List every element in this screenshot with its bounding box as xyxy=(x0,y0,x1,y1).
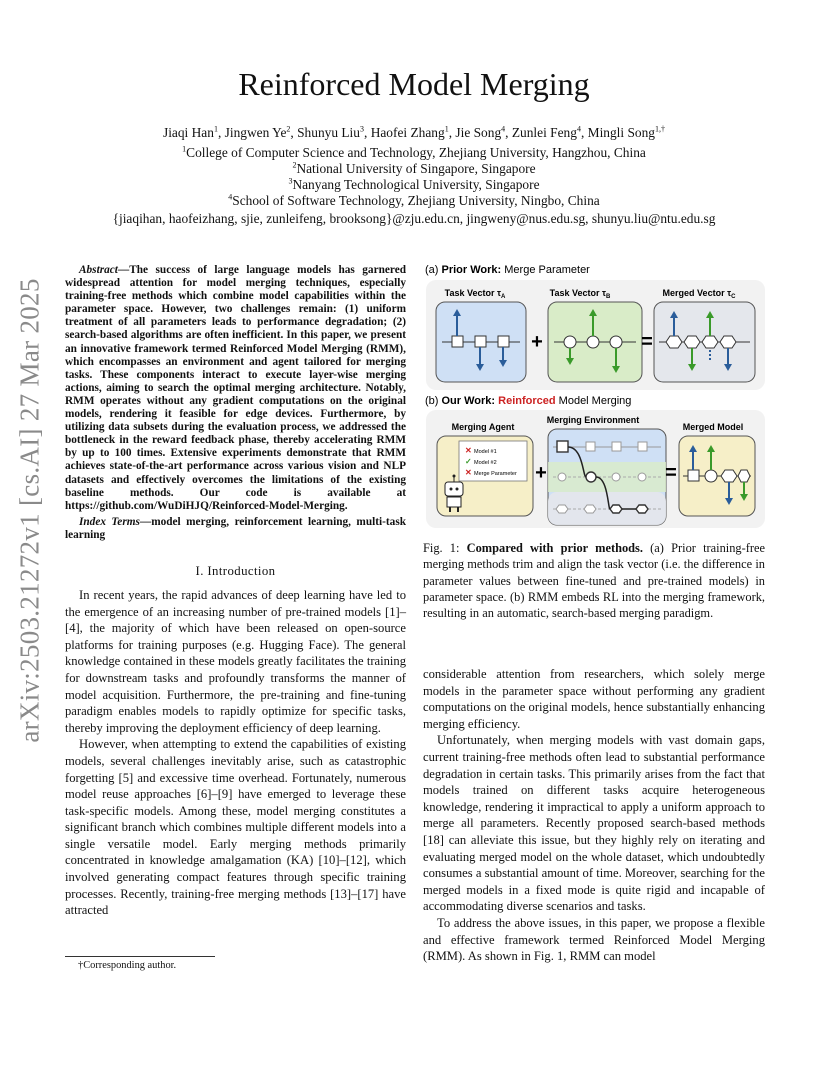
task-vector-b-label: Task Vector $\tau_B$ xyxy=(549,288,611,300)
author-emails: {jiaqihan, haofeizhang, sjie, zunleifeng, brooksong}@zju.edu.cn, jingweny@nus.edu.sg, shunyu.liu@ntu.edu.sg xyxy=(112,211,716,226)
intro-paragraph-1: In recent years, the rapid advances of deep learning have led to the emergence of an increasing number of pre-trained models [1]–[4], the majority of which have been released on open-source platforms for training purposes (e.g. Hugging Face). The general knowledge contained in these models greatly facilitates the training for downstream tasks and profoundly transforms the manner of model acquisition. Furthermore, the pre-training and fine-tuning paradigm enables models to rapidly optimize for specific tasks, thereby improving the deployment efficiency of deep learning. xyxy=(65,587,406,735)
section-heading-introduction: I. Introduction xyxy=(195,563,276,578)
task-vector-a-label: Task Vector $\tau_A$ xyxy=(444,288,506,300)
merged-vector-box xyxy=(654,302,755,382)
author-affiliation-mark: 1 xyxy=(213,124,218,134)
merged-model-box xyxy=(679,436,755,516)
agent-item-3: Merge Parameter xyxy=(474,471,517,477)
abstract: Abstract—The success of large language models has garnered widespread attention for model merging techniques, especially training-free methods which combine model capabilities within the parameter space. However, two challenges remain: (1) uniform treatment of all parameters leads to performance degradation; (2) search-based algorithms are often inefficient. In this paper, we present an innovative framework termed Reinforced Model Merging (RMM), which encompasses an environment and agent tailored for merging tasks. These components interact to execute layer-wise merging actions, aiming to search the optimal merging architecture. Notably, RMM operates without any gradient computations on the original models, rendering it feasible for edge devices. Furthermore, by utilizing data subsets during the evaluation process, we addressed the bottleneck in the reward feedback phase, thereby accelerating RMM by up to 100 times. Extensive experiments demonstrate that RMM achieves state-of-the-art performance across various vision and NLP datasets and effectively overcomes the limitations of the existing baseline methods. Our code is available at https://github.com/WuDiHJQ/Reinforced-Model-Merging. xyxy=(65,264,406,512)
right-paragraph-2: Unfortunately, when merging models with vast domain gaps, current training-free methods often lead to substantial performance degradation in certain tasks. This primarily arises from the fact that models trained on different tasks acquire heterogeneous knowledge, rendering it impractical to apply a uniform approach to merge all parameters. Recently proposed search-based methods [18] can alleviate this issue, but they highly rely on iterating and evaluating merged model on the whole dataset, which undoubtedly consumes a substantial amount of time. Moreover, searching for the merged models in a fixed mode is quite rigid and incapable of accommodating diverse scenarios and tasks. xyxy=(423,733,765,914)
merging-environment-label: Merging Environment xyxy=(546,415,640,425)
footnote-rule xyxy=(65,956,215,957)
figure-1 xyxy=(423,258,768,533)
affiliation-3: $^3$Nanyang Technological University, Singapore xyxy=(288,176,540,192)
paper-title: Reinforced Model Merging xyxy=(238,66,590,102)
agent-item-2: Model #2 xyxy=(474,460,497,466)
right-paragraph-1: considerable attention from researchers, which solely merge models in the parameter space without performing any gradient computations on the original models, hence substantially enhancing merging efficiency. xyxy=(423,667,765,731)
left-column xyxy=(65,264,406,919)
author-name: Jingwen Ye xyxy=(224,125,287,140)
cross-icon: ✕ xyxy=(465,446,472,455)
author-name: Shunyu Liu xyxy=(297,125,360,140)
equals-sign-a: = xyxy=(641,331,653,353)
check-icon: ✓ xyxy=(465,457,472,466)
merging-environment-box xyxy=(548,429,666,525)
equals-sign-b: = xyxy=(665,462,677,484)
author-affiliation-mark: 3 xyxy=(359,124,364,134)
merged-model-label: Merged Model xyxy=(682,422,744,432)
figure-label-b: (b) Our Work: Reinforced Model Merging xyxy=(425,395,632,407)
figure-1-diagram xyxy=(423,258,768,533)
plus-sign-a: + xyxy=(531,331,543,353)
right-column xyxy=(423,666,765,965)
intro-paragraph-2: However, when attempting to extend the capabilities of existing models, several challenges inevitably arise, such as catastrophic forgetting [5] and excessive time overhead. Fortunately, numerous model reuse approaches [6]–[9] have emerged to leverage these task-specific models. Among these, model merging constitutes a significant branch which combines multiple different models into a single versatile model. Early merging methods primarily concentrated in knowledge amalgamation (KA) [10]–[12], which involved generating compact features through specific training processes. Recently, training-free merging methods [13]–[17] have attracted xyxy=(65,737,406,918)
author-name: Mingli Song xyxy=(587,125,655,140)
task-vector-b-box xyxy=(548,302,642,382)
affiliation-2: $^2$National University of Singapore, Singapore xyxy=(292,160,536,176)
figure-1-caption: Fig. 1: Compared with prior methods. (a) Prior training-free merging methods trim and align the task vector (i.e. the difference in parameter values between fine-tuned and pre-trained models) in parameter space. (b) RMM embeds RL into the merging framework, resulting in an automatic, search-based merging paradigm. xyxy=(423,541,765,621)
author-name: Jie Song xyxy=(455,125,502,140)
plus-sign-b: + xyxy=(535,462,547,484)
author-affiliation-mark: 1 xyxy=(444,124,449,134)
right-paragraph-3: To address the above issues, in this paper, we propose a flexible and effective framework termed Reinforced Model Merging (RMM). As shown in Fig. 1, RMM can model xyxy=(423,915,765,964)
author-affiliation-mark: 4 xyxy=(576,124,581,134)
affiliation-1: $^1$College of Computer Science and Technology, Zhejiang University, Hangzhou, China xyxy=(182,144,646,160)
affiliation-4: $^4$School of Software Technology, Zhejiang University, Ningbo, China xyxy=(228,192,600,208)
figure-label-a: (a) Prior Work: Merge Parameter xyxy=(425,264,590,276)
author-name: Haofei Zhang xyxy=(370,125,445,140)
footnote: †Corresponding author. xyxy=(78,960,177,971)
merged-vector-label: Merged Vector $\tau_C$ xyxy=(662,288,736,300)
author-affiliation-mark: 2 xyxy=(286,124,291,134)
arxiv-stamp: arXiv:2503.21272v1 [cs.AI] 27 Mar 2025 xyxy=(14,278,45,743)
merging-agent-label: Merging Agent xyxy=(451,422,515,432)
author-name: Zunlei Feng xyxy=(511,125,577,140)
author-affiliation-mark: 4 xyxy=(501,124,506,134)
merging-agent-box xyxy=(437,436,533,516)
author-name: Jiaqi Han xyxy=(162,125,214,140)
author-list: Jiaqi Han$^1$, Jingwen Ye$^2$, Shunyu Liu$^3$, Haofei Zhang$^1$, Jie Song$^4$, Zunlei Feng$^4$, Mingli Song$^{1,\dagger}$ xyxy=(162,124,665,140)
index-terms: Index Terms—model merging, reinforcement learning, multi-task learning xyxy=(65,515,407,541)
agent-item-1: Model #1 xyxy=(474,449,497,455)
author-affiliation-mark: 1,† xyxy=(655,124,665,134)
task-vector-a-box xyxy=(436,302,526,382)
cross-icon: ✕ xyxy=(465,468,472,477)
